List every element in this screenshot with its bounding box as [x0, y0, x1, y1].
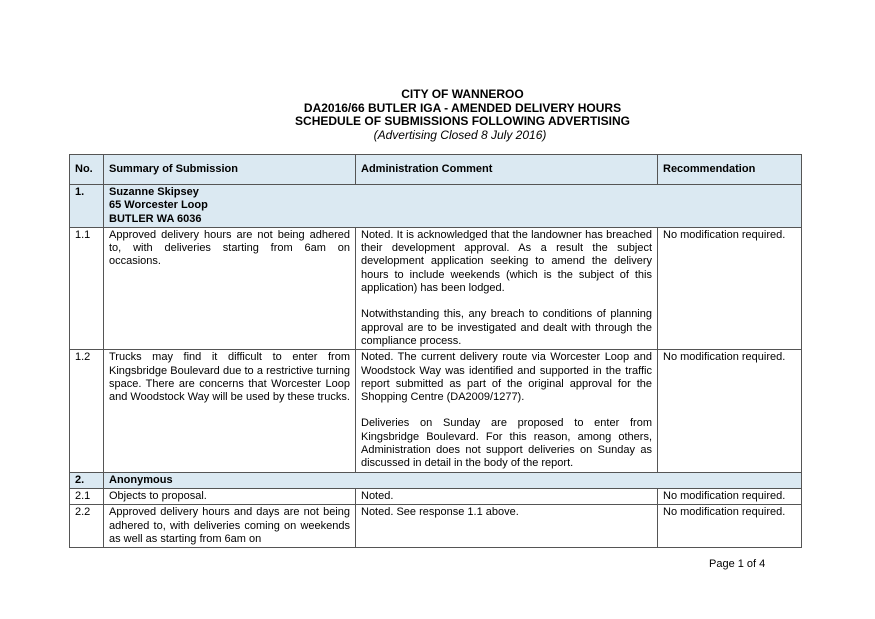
table-row — [70, 488, 802, 504]
col-header-comment: Administration Comment — [356, 155, 658, 185]
submitter-name: Suzanne Skipsey — [109, 186, 199, 198]
submission-summary: Approved delivery hours are not being adhered to, with deliveries starting from 6am on occasions. — [104, 227, 356, 349]
comment-paragraph: Notwithstanding this, any breach to conditions of planning approval are to be investigated and dealt with through the compliance process. — [361, 308, 652, 347]
application-title: DA2016/66 BUTLER IGA - AMENDED DELIVERY HOURS — [303, 100, 622, 115]
submitter-row — [70, 472, 802, 488]
recommendation: No modification required. — [658, 488, 802, 504]
submitter-details — [104, 185, 802, 228]
comment-paragraph: Deliveries on Sunday are proposed to enter from Kingsbridge Boulevard. For this reason, among others, Administration does not support deliveries on Sunday as discussed in detail in the body of the report. — [361, 417, 652, 470]
submitter-name: Anonymous — [104, 472, 802, 488]
comment-paragraph: Noted. It is acknowledged that the landowner has breached their development approval. As a result the subject development application seeking to amend the delivery hours to include weekends (which is the subject of this application) has been lodged. — [361, 228, 652, 295]
table-header-row — [70, 155, 802, 185]
recommendation: No modification required. — [658, 227, 802, 349]
submitter-number: 1. — [70, 185, 104, 228]
recommendation: No modification required. — [658, 505, 802, 548]
submitter-number: 2. — [70, 472, 104, 488]
administration-comment: Noted. — [356, 488, 658, 504]
comment-paragraph: Noted. The current delivery route via Worcester Loop and Woodstock Way was identified and supported in the traffic report submitted as part of the original approval for the Shopping Centre (DA2009/1277). — [361, 351, 652, 404]
submission-summary: Objects to proposal. — [104, 488, 356, 504]
schedule-title: SCHEDULE OF SUBMISSIONS FOLLOWING ADVERTISING — [295, 114, 630, 128]
submitter-suburb: BUTLER WA 6036 — [109, 212, 202, 225]
table-row — [70, 350, 802, 472]
row-number: 2.2 — [70, 505, 104, 548]
row-number: 1.1 — [70, 227, 104, 349]
table-row — [70, 505, 802, 548]
page-number: Page 1 of 4 — [709, 558, 766, 570]
col-header-summary: Summary of Submission — [104, 155, 356, 185]
document-header — [0, 88, 875, 142]
col-header-no: No. — [70, 155, 104, 185]
council-name: CITY OF WANNEROO — [401, 87, 524, 101]
recommendation: No modification required. — [658, 350, 802, 472]
submission-summary: Trucks may find it difficult to enter from Kingsbridge Boulevard due to a restrictive turning space. There are concerns that Worcester Loop and Woodstock Way will be used by these trucks. — [104, 350, 356, 472]
submitter-row — [70, 185, 802, 228]
administration-comment — [356, 227, 658, 349]
col-header-recommendation: Recommendation — [658, 155, 802, 185]
submitter-street: 65 Worcester Loop — [109, 199, 208, 212]
administration-comment — [356, 350, 658, 472]
row-number: 1.2 — [70, 350, 104, 472]
submissions-table — [69, 154, 802, 548]
row-number: 2.1 — [70, 488, 104, 504]
advertising-note: (Advertising Closed 8 July 2016) — [373, 127, 547, 142]
submission-summary: Approved delivery hours and days are not being adhered to, with deliveries coming on weekends as well as starting from 6am on — [104, 505, 356, 548]
administration-comment: Noted. See response 1.1 above. — [356, 505, 658, 548]
table-row — [70, 227, 802, 349]
